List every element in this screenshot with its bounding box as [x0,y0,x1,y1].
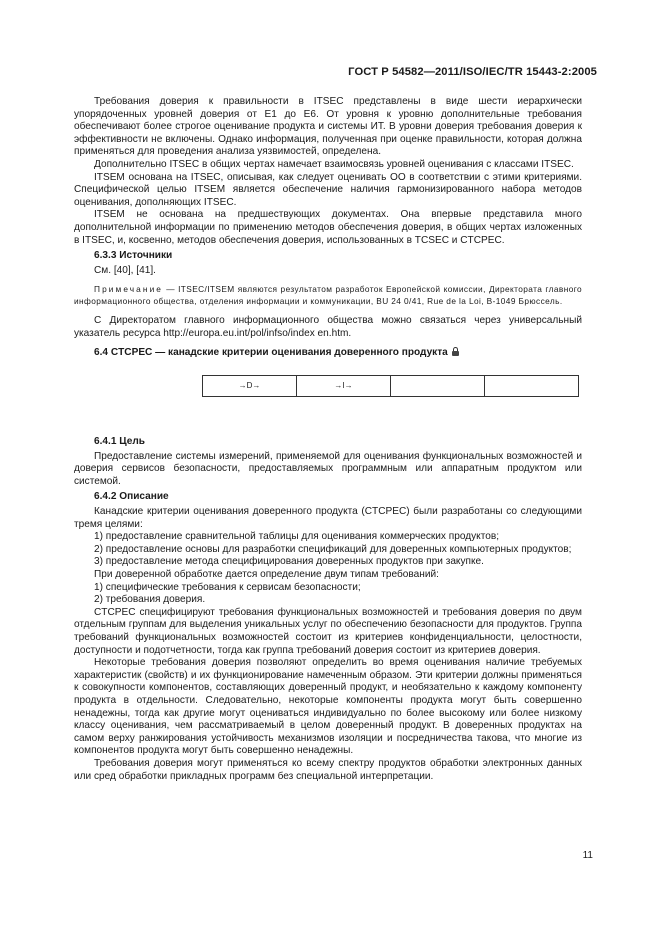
flow-cell-empty [485,376,579,397]
section-heading-6-4 [94,347,582,360]
note [74,283,582,307]
section-heading-6-4-2: 6.4.2 Описание [94,491,169,503]
lock-icon [452,347,459,356]
section-heading-6-3-3: 6.3.3 Источники [94,250,173,262]
list-item: 1) предоставление сравнительной таблицы для оценивания коммерческих продуктов; [94,531,500,543]
paragraph: Некоторые требования доверия позволяют определить во время оценивания наличие требуемых характеристик (свойств) и их функционирование намеченным образом. Эти критерии должны применяться к совокупности компонентов, составляющих доверенный продукт, и необязательно к каждому компоненту продукта в отдельности. Следовательно, некоторые компоненты продукта могут быть совершенно ненадежны, тогда как другие могут оцениваться индивидуально по более высокому или более низкому классу оценивания, чем рассматриваемый в целом доверенный продукт. В доверенных продуктах на самом верху ранжирования устойчивость механизмов изоляции и посредничества такова, что многие из компонентов продукта могут быть совершенно ненадежны. [74,657,582,757]
paragraph: Канадские критерии оценивания доверенного продукта (CTCPEC) были разработаны со следующими тремя целями: [74,506,582,530]
list-item: 2) предоставление основы для разработки спецификаций для доверенных компьютерных продуктов; [94,543,572,555]
note-text: — ITSEC/ITSEM являются результатом разработок Европейской комиссии, Директората главного информационного общества, отделения информации и коммуникации, BU 24 0/41, Rue de la Loi, B-1049 Брюссель. [74,284,582,307]
section-heading-6-4-text: 6.4 CTCPEC — канадские критерии оценивания доверенного продукта [94,346,448,358]
list-item: 3) предоставление метода специфицирования доверенных продуктов при закупке. [94,556,484,568]
flow-figure [202,375,582,433]
flow-cell-i: →I→ [297,376,391,397]
flow-cell-empty [391,376,485,397]
document-code-header: ГОСТ Р 54582—2011/ISO/IEC/TR 15443-2:2005 [348,66,597,78]
list-item: 2) требования доверия. [94,594,206,606]
references: См. [40], [41]. [94,264,156,276]
paragraph: Дополнительно ITSEC в общих чертах намечает взаимосвязь уровней оценивания с классами ITSEC. [94,158,574,170]
note-label: Примечание [94,284,164,295]
paragraph: Требования доверия к правильности в ITSEC представлены в виде шести иерархически упорядоченных уровней доверия от Е1 до Е6. От уровня к уровню дополнительные требования обеспечивают более строгое оценивание продукта и системы ИТ. В уровни доверия требования доверия к эффективности не включены. Однако информация, полученная при оценке правильности, которая должна применяться для проведения анализа уязвимостей, определена. [74,96,582,158]
contact-paragraph: С Директоратом главного информационного общества можно связаться через универсальный указатель ресурса http://europa.eu.int/pol/infso/index en.htm. [74,315,582,339]
list-item: 1) специфические требования к сервисам безопасности; [94,581,361,593]
document-body [74,96,582,783]
flow-diagram-table [202,375,579,397]
paragraph: Предоставление системы измерений, применяемой для оценивания функциональных возможностей и доверия сервисов безопасности, предоставляемых программным или аппаратным продуктом или системой. [74,450,582,487]
paragraph: Требования доверия могут применяться ко всему спектру продуктов обработки электронных данных или сред обработки прикладных программ без специальной интерпретации. [74,757,582,782]
section-heading-6-4-1: 6.4.1 Цель [94,436,145,448]
flow-cell-d: →D→ [203,376,297,397]
paragraph: CTCPEC специфицируют требования функциональных возможностей и требования доверия по двум отдельным группам для выделения уникальных услуг по обеспечению безопасности для продуктов. Группа требований функциональных возможностей состоит из критериев конфиденциальности, целостности, доступности и подотчетности, тогда как группа требований доверия состоит из критериев доверия. [74,606,582,656]
page-number: 11 [582,850,593,861]
paragraph: ITSEM основана на ITSEC, описывая, как следует оценивать ОО в соответствии с этими критериями. Специфической целью ITSEM является обеспечение наличия гармонизированного набора методов оценивания, дополняющих ITSEC. [74,171,582,208]
paragraph: При доверенной обработке дается определение двум типам требований: [94,569,439,581]
paragraph: ITSEM не основана на предшествующих документах. Она впервые представила много дополнительной информации по применению методов обеспечения доверия, в общих чертах изложенных в ITSEC, и, косвенно, методов обеспечения доверия, использованных в TCSEC и CTCPEC. [74,209,582,246]
